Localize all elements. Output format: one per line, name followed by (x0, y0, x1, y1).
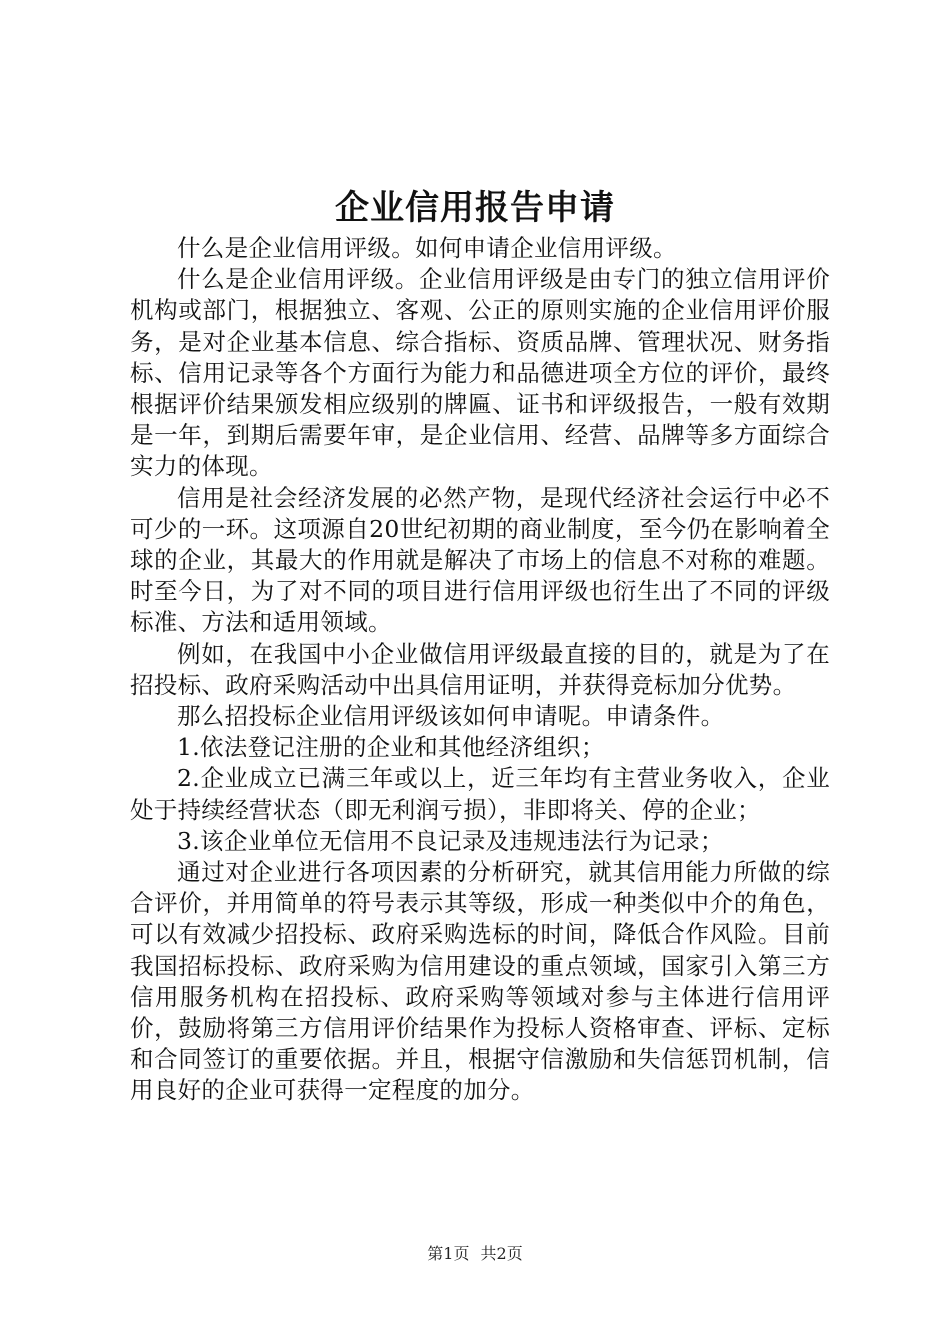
paragraph-intro-question: 什么是企业信用评级。如何申请企业信用评级。 (177, 234, 677, 262)
document-body (130, 233, 830, 1107)
paragraph-conditions-heading: 那么招投标企业信用评级该如何申请呢。申请条件。 (177, 702, 725, 731)
page-total: 共2页 (480, 1244, 523, 1263)
paragraph-example: 例如，在我国中小企业做信用评级最直接的目的，就是为了在招投标、政府采购活动中出具信用证明，并获得竞标加分优势。 (130, 639, 830, 699)
condition-item-1: 1.依法登记注册的企业和其他经济组织； (177, 733, 605, 762)
condition-item-3: 3.该企业单位无信用不良记录及违规违法行为记录； (177, 826, 724, 855)
page-footer (0, 1243, 950, 1265)
paragraph-definition: 什么是企业信用评级。企业信用评级是由专门的独立信用评价机构或部门，根据独立、客观、公正的原则实施的企业信用评价服务，是对企业基本信息、综合指标、资质品牌、管理状况、财务指标、信用记录等各个方面行为能力和品德进项全方位的评价，最终根据评价结果颁发相应级别的牌匾、证书和评级报告，一般有效期是一年，到期后需要年审，是企业信用、经营、品牌等多方面综合实力的体现。 (130, 265, 830, 481)
page-number: 第1页 (427, 1244, 470, 1263)
condition-item-2: 2.企业成立已满三年或以上，近三年均有主营业务收入，企业处于持续经营状态（即无利润亏损），非即将关、停的企业； (130, 764, 830, 824)
paragraph-conclusion: 通过对企业进行各项因素的分析研究，就其信用能力所做的综合评价，并用简单的符号表示其等级，形成一种类似中介的角色，可以有效减少招投标、政府采购选标的时间，降低合作风险。目前我国招标投标、政府采购为信用建设的重点领域，国家引入第三方信用服务机构在招投标、政府采购等领域对参与主体进行信用评价，鼓励将第三方信用评价结果作为投标人资格审查、评标、定标和合同签订的重要依据。并且，根据守信激励和失信惩罚机制，信用良好的企业可获得一定程度的加分。 (130, 858, 830, 1105)
paragraph-background: 信用是社会经济发展的必然产物，是现代经济社会运行中必不可少的一环。这项源自20世纪初期的商业制度，至今仍在影响着全球的企业，其最大的作用就是解决了市场上的信息不对称的难题。时至今日，为了对不同的项目进行信用评级也衍生出了不同的评级标准、方法和适用领域。 (130, 483, 830, 637)
document-title: 企业信用报告申请 (335, 188, 615, 228)
